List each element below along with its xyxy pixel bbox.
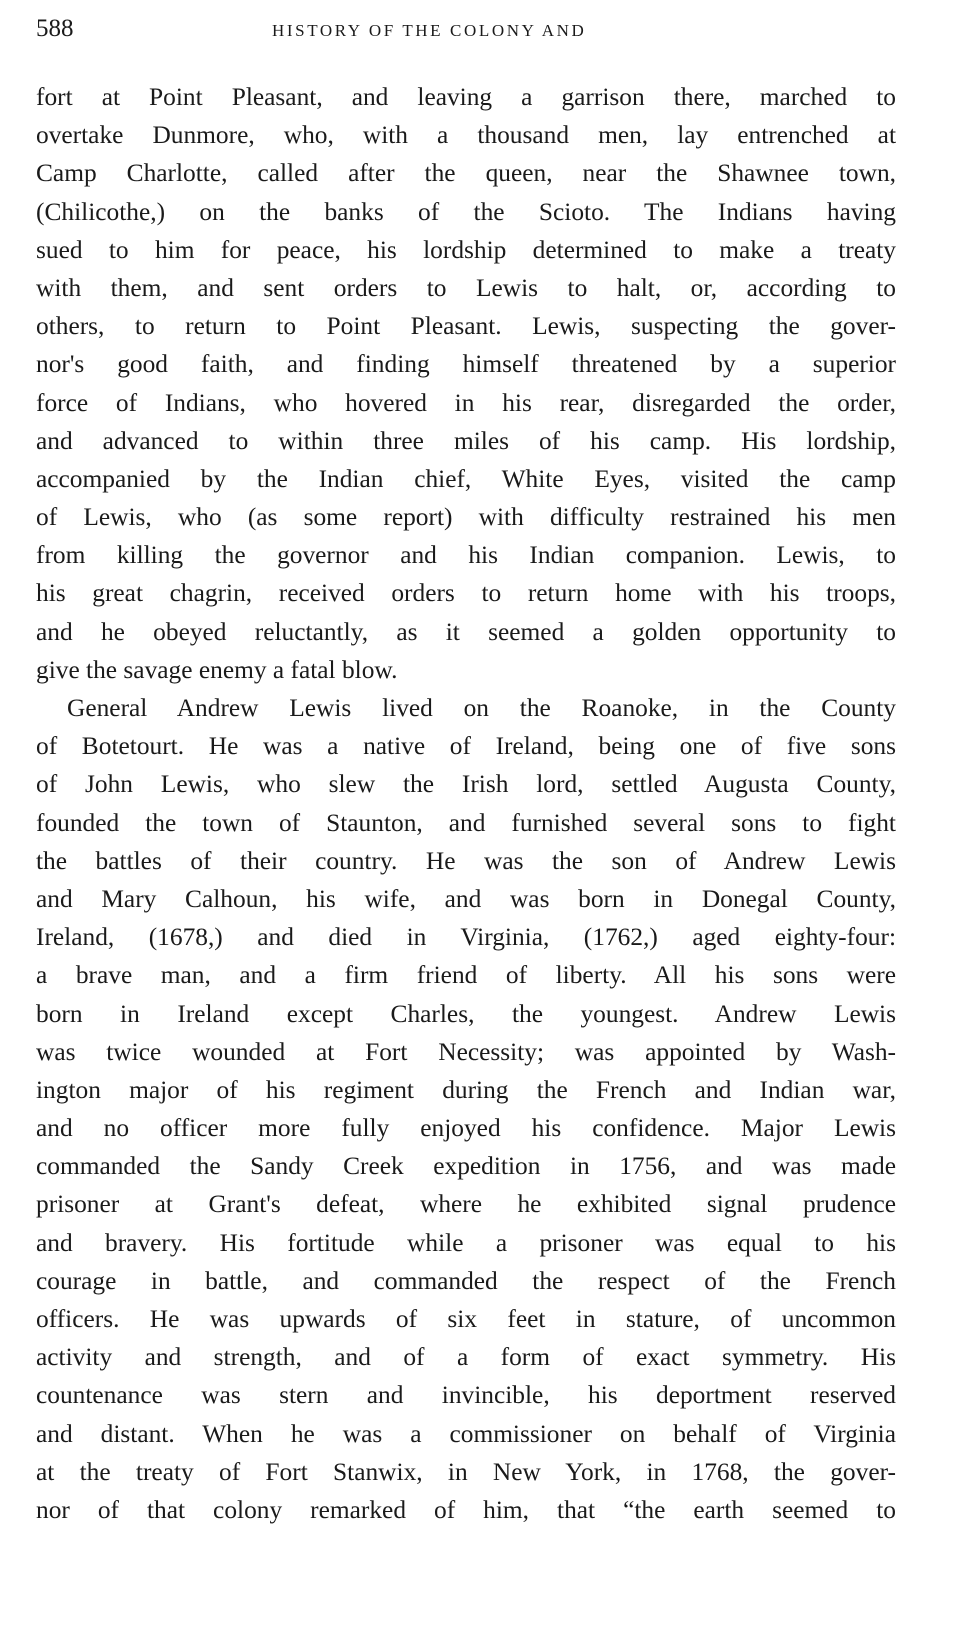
text-line: was twice wounded at Fort Necessity; was appointed by Wash- <box>36 1037 896 1066</box>
paragraph-first-line: General Andrew Lewis lived on the Roanoke, in the County <box>67 694 896 722</box>
paragraph-last-line: give the savage enemy a fatal blow. <box>36 655 398 684</box>
text-line: a brave man, and a firm friend of liberty. All his sons were <box>36 961 896 990</box>
text-line: officers. He was upwards of six feet in stature, of uncommon <box>36 1305 896 1333</box>
text-line: ington major of his regiment during the French and Indian war, <box>36 1075 896 1104</box>
text-line: and no officer more fully enjoyed his confidence. Major Lewis <box>36 1114 896 1143</box>
text-line: from killing the governor and his Indian companion. Lewis, to <box>36 541 896 570</box>
text-line: force of Indians, who hovered in his rear, disregarded the order, <box>36 388 896 417</box>
text-line: accompanied by the Indian chief, White Eyes, visited the camp <box>36 464 896 493</box>
text-line: prisoner at Grant's defeat, where he exhibited signal prudence <box>36 1190 896 1219</box>
text-line: Ireland, (1678,) and died in Virginia, (1762,) aged eighty-four: <box>36 923 896 952</box>
text-line: nor's good faith, and finding himself threatened by a superior <box>36 350 896 379</box>
text-line: with them, and sent orders to Lewis to halt, or, according to <box>36 273 896 302</box>
text-line: nor of that colony remarked of him, that “the earth seemed to <box>36 1495 896 1524</box>
text-line: at the treaty of Fort Stanwix, in New York, in 1768, the gover- <box>36 1457 896 1486</box>
text-line: and distant. When he was a commissioner on behalf of Virginia <box>36 1419 896 1448</box>
text-line: the battles of their country. He was the son of Andrew Lewis <box>36 846 896 875</box>
text-line: fort at Point Pleasant, and leaving a garrison there, marched to <box>36 83 896 111</box>
text-line: countenance was stern and invincible, his deportment reserved <box>36 1381 896 1410</box>
page-number: 588 <box>36 15 74 42</box>
text-line: and advanced to within three miles of his camp. His lordship, <box>36 426 896 455</box>
text-line: born in Ireland except Charles, the youngest. Andrew Lewis <box>36 999 896 1028</box>
running-head <box>36 12 896 46</box>
text-line: his great chagrin, received orders to return home with his troops, <box>36 579 896 608</box>
running-head-title: HISTORY OF THE COLONY AND <box>272 21 587 40</box>
text-line: others, to return to Point Pleasant. Lewis, suspecting the gover- <box>36 312 896 341</box>
text-line: founded the town of Staunton, and furnished several sons to fight <box>36 808 896 837</box>
text-line: and bravery. His fortitude while a prisoner was equal to his <box>36 1228 896 1257</box>
text-line: overtake Dunmore, who, with a thousand men, lay entrenched at <box>36 121 896 150</box>
text-line: Camp Charlotte, called after the queen, near the Shawnee town, <box>36 159 896 188</box>
text-line: of Botetourt. He was a native of Ireland, being one of five sons <box>36 732 896 761</box>
text-line: activity and strength, and of a form of exact symmetry. His <box>36 1343 896 1372</box>
body-text <box>36 78 896 1529</box>
text-line: and he obeyed reluctantly, as it seemed a golden opportunity to <box>36 617 896 646</box>
text-line: of Lewis, who (as some report) with difficulty restrained his men <box>36 503 896 532</box>
text-line: (Chilicothe,) on the banks of the Scioto. The Indians having <box>36 197 896 226</box>
text-line: courage in battle, and commanded the respect of the French <box>36 1266 896 1295</box>
text-line: sued to him for peace, his lordship determined to make a treaty <box>36 235 896 264</box>
text-line: commanded the Sandy Creek expedition in 1756, and was made <box>36 1152 896 1181</box>
text-line: of John Lewis, who slew the Irish lord, settled Augusta County, <box>36 770 896 799</box>
text-line: and Mary Calhoun, his wife, and was born in Donegal County, <box>36 884 896 913</box>
